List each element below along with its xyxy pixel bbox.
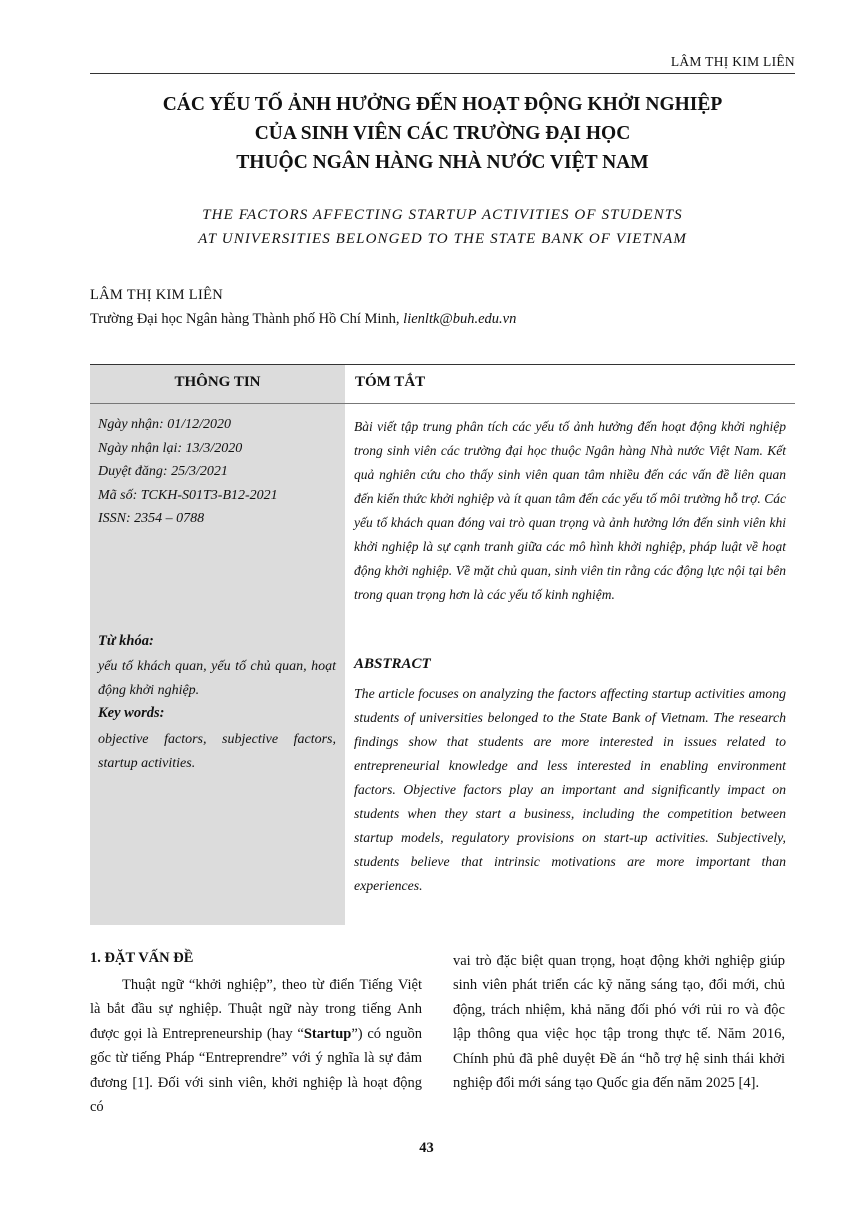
- paragraph-1-bold-term: Startup: [303, 1025, 352, 1042]
- running-head: LÂM THỊ KIM LIÊN: [670, 54, 795, 69]
- abstract-heading: ABSTRACT: [354, 656, 431, 672]
- affiliation: [90, 311, 516, 328]
- summary-heading: TÓM TẮT: [355, 374, 426, 390]
- title-en-line-2: AT UNIVERSITIES BELONGED TO THE STATE BANK OF VIETNAM: [198, 231, 687, 247]
- page-number: 43: [419, 1140, 434, 1156]
- article-code: Mã số: TCKH-S01T3-B12-2021: [98, 487, 278, 503]
- body-column-right: vai trò đặc biệt quan trọng, hoạt động khởi nghiệp giúp sinh viên phát triển các kỹ năng sáng tạo, đổi mới, chủ động, trách nhiệm, khả năng đối phó với rủi ro và độc lập thông qua việc học tập trong thực tế. Năm 2016, Chính phủ đã phê duyệt Đề án “hỗ trợ hệ sinh thái khởi nghiệp đổi mới sáng tạo Quốc gia đến năm 2025 [4].: [453, 953, 785, 1092]
- title-en-line-1: THE FACTORS AFFECTING STARTUP ACTIVITIES OF STUDENTS: [202, 207, 683, 223]
- issn: ISSN: 2354 – 0788: [98, 511, 205, 526]
- revised-date: Ngày nhận lại: 13/3/2020: [98, 440, 243, 456]
- title-vn-line-3: THUỘC NGÂN HÀNG NHÀ NƯỚC VIỆT NAM: [236, 152, 649, 173]
- summary-vietnamese: Bài viết tập trung phân tích các yếu tố ảnh hưởng đến hoạt động khởi nghiệp trong sinh viên các trường đại học thuộc Ngân hàng Nhà nước Việt Nam. Kết quả nghiên cứu cho thấy sinh viên quan tâm nhiều đến các vấn đề liên quan đến kiến thức khởi nghiệp và ít quan tâm đến các yếu tố môi trường hỗ trợ. Các yếu tố khách quan đóng vai trò quan trọng và ảnh hưởng lớn đến sinh viên khi khởi nghiệp là sự cạnh tranh giữa các mô hình khởi nghiệp, pháp luật về hoạt động khởi nghiệp. Về mặt chủ quan, sinh viên tin rằng các động lực nội tại bên trong quan trọng hơn là các yếu tố kinh nghiệm.: [354, 419, 786, 602]
- accepted-date: Duyệt đăng: 25/3/2021: [98, 464, 228, 479]
- table-header-separator: [90, 403, 795, 404]
- keywords-en: objective factors, subjective factors, startup activities.: [98, 732, 336, 771]
- keywords-vn: yếu tố khách quan, yếu tố chủ quan, hoạt động khởi nghiệp.: [98, 659, 336, 698]
- received-date: Ngày nhận: 01/12/2020: [98, 417, 231, 432]
- section-title: 1. ĐẶT VẤN ĐỀ: [90, 950, 194, 966]
- body-column-left: [90, 973, 422, 1119]
- title-vn-line-2: CỦA SINH VIÊN CÁC TRƯỜNG ĐẠI HỌC: [254, 123, 631, 144]
- author-name: LÂM THỊ KIM LIÊN: [90, 287, 223, 303]
- title-vn-line-1: CÁC YẾU TỐ ẢNH HƯỞNG ĐẾN HOẠT ĐỘNG KHỞI NGHIỆP: [162, 94, 723, 115]
- affiliation-text: Trường Đại học Ngân hàng Thành phố Hồ Chí Minh,: [90, 311, 400, 327]
- keywords-en-label: Key words:: [98, 705, 165, 721]
- keywords-vn-label: Từ khóa:: [98, 633, 154, 649]
- info-heading: THÔNG TIN: [174, 374, 261, 390]
- title-english: [90, 203, 795, 251]
- author-email[interactable]: lienltk@buh.edu.vn: [403, 311, 517, 327]
- article-info: [98, 413, 338, 531]
- paragraph-1-part-b: ”) có nguồn gốc từ tiếng Pháp “Entreprendre” với ý nghĩa là sự đảm đương [1]. Đối với sinh viên, khởi nghiệp là hoạt động có: [90, 1025, 422, 1116]
- abstract-english: The article focuses on analyzing the factors affecting startup activities among students of universities belonged to the State Bank of Vietnam. The research findings show that students are more interested in issues related to entrepreneurial knowledge and less interested in enabling environment factors. Objective factors play an important and significantly impact on students when they start a business, including the competition between startup models, regulatory provisions on start-up activities. Subjectively, students believe that intrinsic motivations are more important than experiences.: [354, 686, 786, 893]
- paragraph-1-part-a: Thuật ngữ “khởi nghiệp”, theo từ điển Tiếng Việt là bắt đầu sự nghiệp. Thuật ngữ này trong tiếng Anh được gọi là Entrepreneurship (hay “: [90, 977, 422, 1042]
- title-vietnamese: [90, 90, 795, 177]
- header-rule: [90, 73, 795, 74]
